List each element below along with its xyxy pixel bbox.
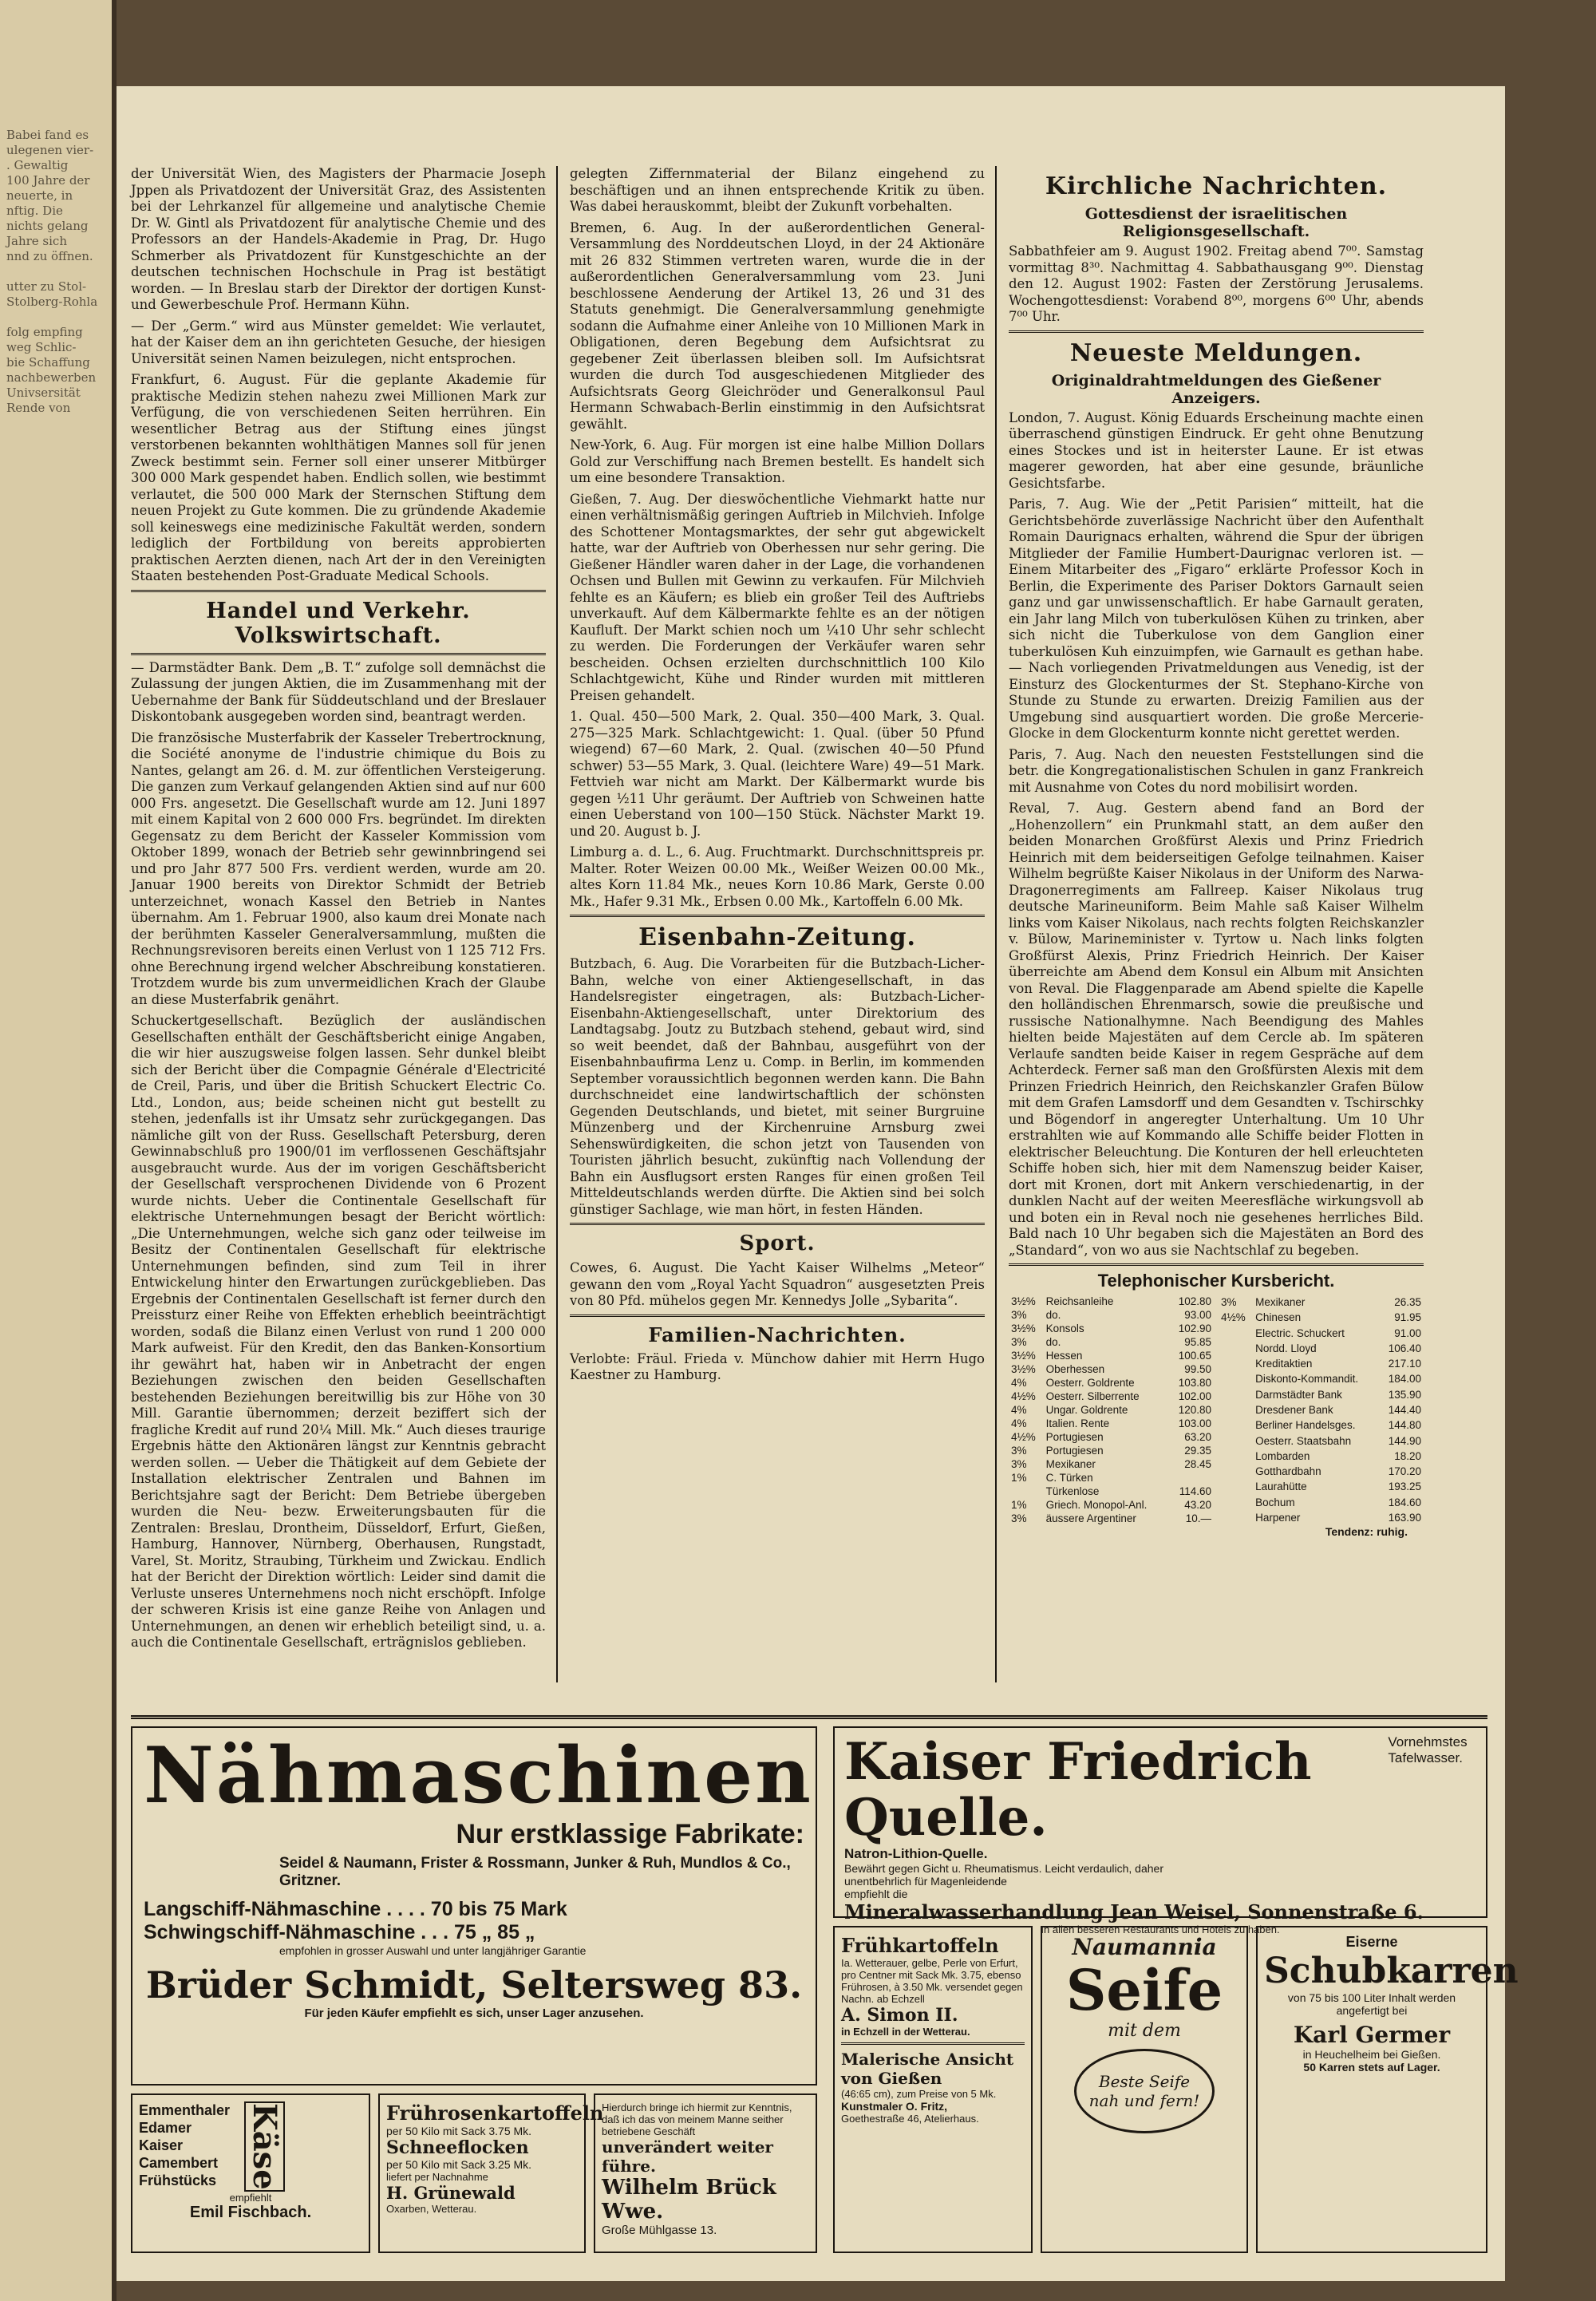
soap-oval-icon	[1074, 2049, 1215, 2133]
simon-place: in Echzell in der Wetterau.	[841, 2026, 970, 2038]
section-divider	[570, 915, 985, 917]
stock-name: Darmstädter Bank	[1255, 1388, 1342, 1401]
stock-rate: 3%	[1011, 1445, 1027, 1457]
reval-news: Reval, 7. Aug. Gestern abend fand an Bord der „Hohenzollern“ ein Prunkmahl statt, an dem außer den beiden Monarchen Großfürst Alexis und Prinz Friedrich Heinrich mit dem beiderseitigen Gefolge teilnahmen. Kaiser Wilhelm begrüßte Kaiser Nikolaus in der Uniform des Narwa-Dragonerregiments am Fallreep. Kaiser Nikolaus trug deutsche Marineuniform. Beim Mahle saß Kaiser Wilhelm links vom Kaiser Nikolaus, nach rechts folgten Reichskanzler v. Bülow, Marineminister v. Tyrtow u. Nach links folgten Großfürst Alexis, Prinz Friedrich Heinrich. Der Kaiser überreichte am Abend dem Konsul ein Album mit Ansichten von Reval. Die Flaggenparade am Abend spielte die Kapelle den holländischen Ehrenmarsch, sowie die preußische und russische Nationalhymne. Nach Beendigung des Mahles hielten beide Majestäten auf dem Cercle ab. Im späteren Verlaufe sandten beide Kaiser in regem Gespräche auf dem Achterdeck. Ferner saß man den Großfürsten Alexis mit dem Prinzen Friedrich Heinrich, den Reichskanzler Grafen Bülow mit dem Grafen Lamsdorff und dem Gesandten v. Tschirschky und Bögendorf in angeregter Unterhaltung. Um 10 Uhr erstrahlten wie auf Kommando alle Schiffe beider Flotten in elektrischer Beleuchtung. Die Konturen der hell erleuchteten Schiffe hoben sich, hier mit dem Namenszug beider Kaiser, dort mit Kronen, dort mit Ankern verschiedenartig, in der dunklen Nacht auf der weiten Meeresfläche wirkungsvoll ab und boten ein in Reval noch nie gesehenes herrliches Bild. Bald nach 10 Uhr begaben sich die Majestäten an Bord des „Standard“, von wo aus sie Nachtschlaf zu begeben.	[1009, 801, 1424, 1258]
stock-rate	[1219, 1371, 1253, 1386]
trebertrocknung-item: Die französische Musterfabrik der Kasseler Trebertrocknung, die Société anonyme de l'industrie chimique du Bois zu Nantes, gelangt am 26. d. M. zur öffentlichen Versteigerung. Die ganzen zum Verkauf gelangenden Aktien sind auf nur 600 000 Frs. angesetzt. Die Gesellschaft wurde am 12. Juni 1897 mit einem Kapital von 2 600 000 Frs. begründet. Im direkten Gegensatz zu dem Bericht der Kasseler Kommission vom Oktober 1899, wonach der Betrieb sehr gewinnbringend sei und pro Jahr 877 500 Frs. verdient werden, wurde am 20. Januar 1900 bereits von Direktor Schmidt der Betrieb unterzeichnet, wonach Kassel den Betrieb in Nantes übernahm. Am 1. Februar 1900, also kaum drei Monate nach der berühmten Kasseler Generalversammlung, mußten die Rechnungsrevisoren bereits einen Verlust von 1 125 712 Frs. ohne Berechnung irgend welcher Abschreibung konstatieren. Trotzdem wurde bis zum unvermeidlichen Krach der Glaube an diese Musterfabrik genährt.	[131, 729, 546, 1007]
stock-name: Laurahütte	[1255, 1481, 1307, 1493]
family-title: Familien-Nachrichten.	[648, 1322, 907, 1346]
stock-rate: 4½%	[1011, 1431, 1036, 1443]
london-news: London, 7. August. König Eduards Erscheinung machte einen überraschend günstigen Eindruck. Er geht ohne Benutzung eines Stockes und ist in heiterster Laune. Er ist etwas magerer geworden, hat aber eine gesunde, bräunliche Gesichtsfarbe.	[1009, 409, 1424, 491]
naehmaschinen-note: empfohlen in grosser Auswahl und unter langjähriger Garantie	[279, 1944, 587, 1957]
stock-price: 184.60	[1388, 1496, 1421, 1508]
adjacent-page-edge	[0, 0, 117, 2301]
stock-rate: 3½%	[1011, 1322, 1036, 1334]
stock-name: do.	[1045, 1309, 1061, 1321]
stock-price: 217.10	[1388, 1358, 1421, 1370]
stock-name: Dresdener Bank	[1255, 1403, 1333, 1416]
stock-name: Ungar. Goldrente	[1045, 1404, 1128, 1416]
brueder-schmidt: Brüder Schmidt, Seltersweg 83.	[145, 1963, 803, 2006]
schubkarren-ad	[1256, 1926, 1519, 2253]
brueck-name: Wilhelm Brück Wwe.	[602, 2176, 776, 2224]
stock-name: Harpener	[1255, 1511, 1301, 1524]
stock-name: Electric. Schuckert	[1255, 1326, 1345, 1339]
naehmaschinen-ad	[131, 1726, 817, 2086]
column-2	[570, 166, 985, 1389]
railway-text: Butzbach, 6. Aug. Die Vorarbeiten für die Butzbach-Licher-Bahn, welche von einer Aktiengesellschaft, in das Handelsregister eingetragen, als: Butzbach-Licher-Eisenbahn-Aktiengesellschaft, unter Direktorium des Landtagsabg. Joutz zu Butzbach stehend, gebaut wird, sind so weit beendet, daß der Bahnbau, ausgeführt von der Eisenbahnbaufirma Lenz u. Comp. in Berlin, im kommenden September voraussichtlich begonnen werden kann. Die Bahn durchschneidet eine landwirtschaftlich der schönsten Gegenden Deutschlands, und bietet, mit seiner Burgruine Münzenberg und der Kirchenruine Arnsburg zwei Sehenswürdigkeiten, die schon jetzt von Tausenden von Touristen jährlich besucht, zukünftig nach Vollendung der Bahn ein Ausflugsort ersten Ranges für einen großen Teil Mitteldeutschlands werden dürfte. Die Aktien sind bei solch günstiger Sachlage, wie man hört, in festen Händen.	[570, 956, 985, 1217]
ansicht-title: Malerische Ansicht von Gießen	[841, 2050, 1014, 2088]
stock-name: Gotthardbahn	[1255, 1465, 1321, 1478]
stock-row	[1219, 1310, 1424, 1325]
stock-row	[1009, 1444, 1214, 1457]
section-divider	[131, 653, 546, 655]
stock-rate: 4%	[1011, 1404, 1027, 1416]
stock-row	[1219, 1417, 1424, 1433]
stock-rate: 1%	[1011, 1472, 1027, 1484]
family-text: Verlobte: Fräul. Frieda v. Münchow dahier mit Herrn Hugo Kaestner zu Hamburg.	[570, 1350, 985, 1382]
stock-rate: 3%	[1011, 1336, 1027, 1348]
stock-row	[1009, 1376, 1214, 1390]
stock-name: Italien. Rente	[1045, 1417, 1110, 1429]
trade-section-title: Handel und Verkehr. Volkswirtschaft.	[206, 598, 471, 648]
ads-divider	[131, 1715, 1487, 1719]
fruehkartoffeln-title: Frühkartoffeln	[841, 1934, 999, 1957]
stock-rate	[1219, 1510, 1253, 1525]
stock-row	[1009, 1322, 1214, 1335]
naehmaschinen-subtitle: Nur erstklassige Fabrikate:	[456, 1819, 804, 1849]
germer-footer: 50 Karren stets auf Lager.	[1303, 2061, 1440, 2074]
ansicht-addr: Goethestraße 46, Atelierhaus.	[841, 2113, 979, 2125]
paris-news: Paris, 7. Aug. Wie der „Petit Parisien“ mitteilt, hat die Gerichtsbehörde zuverlässige Nachricht über den Aufenthalt Romain Daurignacs erhalten, während die Spur der übrigen Mitglieder der Familie Humbert-Daurignac verloren ist. — Einem Mitarbeiter des „Figaro“ erklärte Professor Koch in Berlin, die Experimente des Pariser Doktors Garnault seien ganz und gar unwissenschaftlich. Er habe Garnault geraten, ein Jahr lang Milch von tuberkulösen Kühen zu trinken, aber sich nicht die Tuberkulose von dem Ganglion einer tuberkulösen Kuh einzuimpfen, wie Garnault es gethan habe. — Nach vorliegenden Privatmeldungen aus Venedig, ist der Einsturz des Glockenturmes der St. Stephano-Kirche von Stunde zu Stunde zu erwarten. Dreizig Familien aus der Umgebung sind ausquartiert worden. Die große Mercerie-Glocke in dem Glockenturm konnte nicht gerettet werden.	[1009, 496, 1424, 741]
stock-rate: 3%	[1011, 1309, 1027, 1321]
karl-germer: Karl Germer	[1293, 2022, 1451, 2048]
brueck-addr: Große Mühlgasse 13.	[602, 2224, 717, 2237]
stock-row	[1219, 1371, 1424, 1386]
stock-price: 43.20	[1184, 1499, 1211, 1511]
stock-price: 102.00	[1178, 1390, 1211, 1402]
stock-row	[1009, 1498, 1214, 1512]
stock-name: Lombarden	[1255, 1449, 1310, 1462]
kaese-item: Camembert	[139, 2155, 219, 2171]
naehmaschinen-title: Nähmaschinen	[144, 1730, 813, 1821]
stock-rate: 4½%	[1221, 1311, 1246, 1324]
stock-price: 26.35	[1394, 1296, 1421, 1309]
naumannia-slogan: nah und fern!	[1088, 2091, 1200, 2110]
stock-rate	[1219, 1417, 1253, 1433]
stock-price: 95.85	[1184, 1336, 1211, 1348]
naumannia-title: Naumannia	[1072, 1934, 1217, 1960]
stock-row	[1009, 1512, 1214, 1525]
stock-rate: 4%	[1011, 1377, 1027, 1389]
stock-name: Mexikaner	[1045, 1458, 1096, 1470]
stock-name: äussere Argentiner	[1045, 1512, 1136, 1524]
stock-name: Berliner Handelsges.	[1255, 1419, 1356, 1432]
kaese-ad	[131, 2093, 370, 2253]
naumannia-ad	[1041, 1926, 1248, 2253]
fruehrosen-price: per 50 Kilo mit Sack 3.75 Mk.	[386, 2125, 532, 2137]
schwingschiff-line: Schwingschiff-Nähmaschine . . . 75 „ 85 „	[144, 1921, 535, 1943]
news-subtitle: Originaldrahtmeldungen des Gießener Anzeigers.	[1051, 371, 1381, 407]
stock-price: 144.40	[1388, 1403, 1421, 1416]
schuckert-item: Schuckertgesellschaft. Bezüglich der ausländischen Gesellschaften enthält der Geschäftsbericht einige Angaben, die wir hier auszugsweise folgen lassen. Sehr dunkel bleibt sich der Bericht über die Compagnie Générale d'Electricité de Creil, Paris, und über die British Schuckert Electric Co. Ltd., London, aus; beide scheinen nicht gut bestellt zu stehen, jedenfalls ist ihr Umsatz sehr zurückgegangen. Das nämliche gilt von der Russ. Gesellschaft Petersburg, deren Gewinnabschluß pro 1900/01 im verflossenen Geschäftsjahr ausgebraucht wurde. Aus der im vorigen Geschäftsbericht der Gesellschaft versprochenen Dividende von 6 Prozent wurde nichts. Ueber die Continentale Gesellschaft für elektrische Unternehmungen besagt der Bericht wörtlich: „Die Unternehmungen, welche sich ganz oder teilweise im Besitz der Continentalen Gesellschaft für elektrische Unternehmungen befinden, sind zum Teil in ihrer Entwickelung hinter den Erwartungen zurückgeblieben. Das Ergebnis der Continentalen Gesellschaft ist ferner durch den Preissturz einer Reihe von Effekten erheblich beeinträchtigt worden, sodaß die Bilanz einen Verlust von rund 1 200 000 Mark aufweist. Für den Kredit, den das Banken-Konsortium ihr gewährt hat, haben wir in Anbetracht der engen Beziehungen zwischen den beiden Gesellschaften bestehenden Beziehungen bereitwillig bis zur Höhe von 30 Mill. Garantie übernommen; derzeit beziffert sich der fragliche Kredit auf rund 20¼ Mill. Mk.“ Auch dieses traurige Ergebnis hätte den Aktionären längst zur Kenntnis gebracht werden sollen. — Ueber die Thätigkeit auf dem Gebiete der Installation elektrischer Zentralen und Bahnen im Berichtsjahre sagt der Bericht: Dem Betriebe übergeben wurden die Neu- bezw. Erweiterungsbauten für die Zentralen: Breslau, Drontheim, Düsseldorf, Erfurt, Gießen, Hamburg, Hannover, Nürnberg, Oberhausen, Rungstadt, Varel, St. Moritz, Straubing, Türkheim und Zwickau. Endlich hat der Bericht der Direktion wörtlich: Leider sind damit die Verluste unseres Unternehmens noch nicht erschöpft. Infolge der schweren Krisis ist eine ganze Reihe von Anlagen und Unternehmungen, an denen wir erheblich beteiligt sind, u. a. auch die Continentale Gesellschaft, erträgnislos geblieben.	[131, 1013, 546, 1650]
church-title: Kirchliche Nachrichten.	[1045, 172, 1388, 200]
langschiff-line: Langschiff-Nähmaschine . . . . 70 bis 75 Mark	[144, 1898, 567, 1920]
stock-row	[1219, 1479, 1424, 1494]
stock-price	[1169, 1471, 1214, 1485]
stock-row	[1009, 1335, 1214, 1349]
stock-row	[1219, 1326, 1424, 1341]
kaese-item: Kaiser	[139, 2137, 184, 2153]
stock-price: 135.90	[1388, 1388, 1421, 1401]
stock-row	[1009, 1457, 1214, 1471]
stock-row	[1009, 1390, 1214, 1403]
section-divider	[570, 1315, 985, 1317]
stock-rate: 4½%	[1011, 1390, 1036, 1402]
kaese-item: Edamer	[139, 2120, 192, 2136]
stock-report	[1009, 1271, 1424, 1538]
stock-rate	[1219, 1387, 1253, 1402]
naumannia-best: Beste Seife	[1098, 2072, 1191, 2091]
stock-name: Oesterr. Goldrente	[1045, 1377, 1135, 1389]
sport-title: Sport.	[739, 1232, 816, 1255]
stock-price: 144.90	[1388, 1434, 1421, 1447]
limburg-market: Limburg a. d. L., 6. Aug. Fruchtmarkt. Durchschnittspreis pr. Malter. Roter Weizen 00.00 Mk., Weißer Weizen 00.00 Mk., altes Korn 11.84 Mk., neues Korn 10.86 Mark, Gerste 0.00 Mk., Hafer 9.31 Mk., Erbsen 0.00 Mk., Kartoffeln 6.00 Mk.	[570, 844, 985, 909]
railway-title: Eisenbahn-Zeitung.	[638, 923, 916, 951]
column-1	[131, 166, 546, 1656]
stock-row	[1219, 1387, 1424, 1402]
stock-row	[1219, 1433, 1424, 1448]
stock-price: 103.80	[1178, 1377, 1211, 1389]
kaiser-tag: Vornehmstes Tafelwasser.	[1388, 1734, 1468, 1765]
stock-rate	[1219, 1326, 1253, 1341]
emil-fischbach: Emil Fischbach.	[189, 2203, 312, 2221]
advertisement-section	[131, 1710, 1519, 2261]
stock-name: Oesterr. Staatsbahn	[1255, 1434, 1352, 1447]
stock-rate	[1219, 1449, 1253, 1464]
stock-rate: 1%	[1011, 1499, 1027, 1511]
sport-text: Cowes, 6. August. Die Yacht Kaiser Wilhelms „Meteor“ gewann den vom „Royal Yacht Squadron“ ausgesetzten Preis von 80 Pfd. mühelos gegen Mr. Kennedys Jolle „Sybarita“.	[570, 1260, 985, 1308]
stock-row	[1219, 1510, 1424, 1525]
ad-divider	[841, 2042, 1025, 2045]
fruehrosen-note: liefert per Nachnahme	[386, 2171, 488, 2183]
bremen-news: Bremen, 6. Aug. In der außerordentlichen General-Versammlung des Norddeutschen Lloyd, in der 24 Aktionäre mit 26 832 Stimmen vertreten waren, wurde die in der außerordentlichen Generalversammlung vom 23. Juni beschlossene Aenderung der Artikel 13, 26 und 31 des Statuts genehmigt. Die Generalversammlung genehmigte sodann die Aufnahme einer Anleihe von 10 Millionen Mark in Obligationen, deren Begebung dem Aufsichtsrat zu gegebener Zeit überlassen bleiben soll. Im Aufsichtsrat wurden die durch Tod ausgeschiedenen Mitglieder des Aufsichtsrats Georg Gleichröder und Generalkonsul Paul Hermann Schwabach-Berlin einstimmig in den Aufsichtsrat gewählt.	[570, 219, 985, 432]
stock-name: Griech. Monopol-Anl.	[1045, 1499, 1148, 1511]
news-title: Neueste Meldungen.	[1069, 338, 1363, 367]
newspaper-page	[117, 86, 1519, 2281]
stock-rate: 3½%	[1011, 1363, 1036, 1375]
kaese-item: Frühstücks	[139, 2173, 217, 2188]
stock-row	[1009, 1417, 1214, 1430]
paris-news-2: Paris, 7. Aug. Nach den neuesten Feststellungen sind die betr. die Kongregationalistischen Schulen in ganz Frankreich mit Ausnahme von Cotes du nord mobilisirt worden.	[1009, 746, 1424, 795]
stock-rate	[1219, 1464, 1253, 1479]
darmstaedter-bank-item: — Darmstädter Bank. Dem „B. T.“ zufolge soll demnächst die Zulassung der jungen Aktien, die im Zusammenhang mit der Uebernahme der Bank für Süddeutschland und der Breslauer Diskontobank ausgegeben worden sind, beantragt werden.	[131, 659, 546, 724]
kaiser-friedrich-ad	[833, 1726, 1487, 1935]
schubkarren-top: Eiserne	[1345, 1934, 1398, 1950]
stock-price: 29.35	[1184, 1445, 1211, 1457]
stock-row	[1009, 1403, 1214, 1417]
naehmaschinen-makers: Seidel & Naumann, Frister & Rossmann, Junker & Ruh, Mundlos & Co., Gritzner.	[279, 1855, 791, 1889]
stock-name: Nordd. Lloyd	[1255, 1342, 1317, 1354]
university-news: der Universität Wien, des Magisters der Pharmacie Joseph Jppen als Privatdozent der Universität Graz, des Assistenten bei der Lehrkanzel für allgemeine und analytische Chemie Dr. W. Gintl als Privatdozent für analytische Chemie und des Professors an der Handels-Akademie in Prag, Dr. Hugo Schmerber als Privatdozent für Kunstgeschichte an der deutschen technischen Hochschule in Prag ist bestätigt worden. — In Breslau starb der Direktor der dortigen Kunst- und Gewerbeschule Prof. Hermann Kühn.	[131, 166, 546, 312]
fruehrosen-title: Frührosenkartoffeln	[386, 2101, 604, 2125]
naumannia-mit: mit dem	[1108, 2021, 1181, 2041]
stock-name: Bochum	[1255, 1496, 1295, 1508]
stock-rate: 3%	[1011, 1512, 1027, 1524]
stock-price: 120.80	[1178, 1404, 1211, 1416]
brueck-ad	[594, 2093, 817, 2253]
stock-row	[1009, 1349, 1214, 1362]
muenster-news: — Der „Germ.“ wird aus Münster gemeldet: Wie verlautet, hat der Kaiser dem an ihn gerichteten Gesuche, der hiesigen Universität seinen Namen beizulegen, nicht entsprochen.	[131, 318, 546, 366]
stock-rate	[1219, 1356, 1253, 1371]
column-rule	[556, 166, 558, 1682]
stock-rate	[1219, 1479, 1253, 1494]
stock-price: 10.—	[1185, 1512, 1211, 1524]
market-prices: 1. Qual. 450—500 Mark, 2. Qual. 350—400 Mark, 3. Qual. 275—325 Mark. Schlachtgewicht: 1. Qual. (über 50 Pfund wiegend) 67—60 Mark, 2. Qual. (zwischen 40—50 Pfund schwer) 53—55 Mark, 3. Qual. (leichtere Ware) 49—51 Mark. Fettvieh war nicht am Markt. Der Kälbermarkt wurde bis gegen ½11 Uhr geräumt. Der Auftrieb von Schweinen hatte einen Ueberstand von 100—150 Stück. Nächster Markt 19. und 20. August b. J.	[570, 709, 985, 839]
stock-price: 144.80	[1388, 1419, 1421, 1432]
stock-name: Chinesen	[1255, 1311, 1302, 1324]
stock-price: 18.20	[1394, 1449, 1421, 1462]
stock-price: 91.95	[1394, 1311, 1421, 1324]
stock-price: 91.00	[1394, 1326, 1421, 1339]
stock-name: do.	[1045, 1336, 1061, 1348]
stock-row	[1009, 1295, 1214, 1308]
kaese-items	[139, 2101, 230, 2192]
church-subtitle: Gottesdienst der israelitischen Religionsgesellschaft.	[1084, 205, 1348, 240]
stock-price: 193.25	[1388, 1481, 1421, 1493]
stock-name: Türkenlose	[1045, 1485, 1100, 1497]
stock-name: Oberhessen	[1045, 1363, 1105, 1375]
stock-name: C. Türken	[1045, 1472, 1093, 1484]
stock-row	[1009, 1430, 1214, 1444]
stock-row	[1009, 1308, 1214, 1322]
schubkarren-text: von 75 bis 100 Liter Inhalt werden angefertigt bei	[1287, 1991, 1456, 2017]
stock-rate: 3%	[1221, 1296, 1237, 1309]
stock-name: Kreditaktien	[1255, 1358, 1313, 1370]
newyork-news: New-York, 6. Aug. Für morgen ist eine halbe Million Dollars Gold zur Verschiffung nach Bremen bestellt. Es handelt sich um eine besondere Transaktion.	[570, 437, 985, 485]
stock-name: Konsols	[1045, 1322, 1084, 1334]
stock-rate	[1219, 1433, 1253, 1448]
stock-rate	[1219, 1402, 1253, 1417]
stock-row	[1219, 1295, 1424, 1310]
kaiser-friedrich-title: Kaiser Friedrich Quelle.	[844, 1732, 1312, 1848]
fruehrosen-ad	[378, 2093, 604, 2253]
adjacent-page-text: Babei fand es ulegenen vier- . Gewaltig 100 Jahre der neuerte, in nftig. Die nichts gelang Jahre sich nnd zu öffnen. utter zu Stol- Stolberg-Rohla folg empfing weg Schlic- bie Schaffung nachbewerben Univsersität Rende von	[6, 128, 98, 415]
stock-price: 106.40	[1388, 1342, 1421, 1354]
stock-row	[1219, 1449, 1424, 1464]
stock-rate: 4%	[1011, 1417, 1027, 1429]
stock-name: Hessen	[1045, 1350, 1083, 1362]
section-divider	[131, 590, 546, 592]
stock-rate: 3%	[1011, 1458, 1027, 1470]
stock-price: 28.45	[1184, 1458, 1211, 1470]
naehmaschinen-footer: Für jeden Käufer empfiehlt es sich, unser Lager anzusehen.	[304, 2006, 644, 2020]
stock-price: 103.00	[1178, 1417, 1211, 1429]
stock-rate: 3½%	[1011, 1350, 1036, 1362]
section-divider	[1009, 330, 1424, 333]
ansicht-text: (46:65 cm), zum Preise von 5 Mk.	[841, 2088, 997, 2100]
schneeflocken-price: per 50 Kilo mit Sack 3.25 Mk.	[386, 2158, 532, 2171]
schubkarren-title: Schubkarren	[1264, 1951, 1519, 1991]
stock-rate	[1009, 1485, 1044, 1498]
kaiser-sub: Natron-Lithion-Quelle.	[844, 1846, 988, 1861]
jean-weisel: Mineralwasserhandlung Jean Weisel, Sonnenstraße 6.	[844, 1900, 1424, 1923]
kaese-item: Emmenthaler	[139, 2102, 231, 2118]
stock-name: Oesterr. Silberrente	[1045, 1390, 1140, 1402]
stock-row	[1219, 1356, 1424, 1371]
column-3	[1009, 166, 1424, 1538]
kaiser-recommend: empfiehlt die	[844, 1888, 908, 1900]
stock-price: 102.90	[1178, 1322, 1211, 1334]
stock-rate	[1219, 1494, 1253, 1509]
brueck-text: Hierdurch bringe ich hiermit zur Kenntnis, daß ich das von meinem Manne seither betriebene Geschäft	[602, 2101, 792, 2137]
stock-row	[1009, 1362, 1214, 1376]
stock-price: 99.50	[1184, 1363, 1211, 1375]
section-divider	[570, 1223, 985, 1225]
stock-price: 114.60	[1179, 1485, 1211, 1497]
kaiser-text: Bewährt gegen Gicht u. Rheumatismus. Leicht verdaulich, daher unentbehrlich für Magenleidende	[844, 1862, 1163, 1888]
stock-name: Mexikaner	[1255, 1296, 1306, 1309]
fruehkartoffeln-ad	[833, 1926, 1033, 2253]
brueck-bold: unverändert weiter führe.	[602, 2137, 773, 2176]
church-text: Sabbathfeier am 9. August 1902. Freitag abend 7⁰⁰. Samstag vormittag 8³⁰. Nachmittag 4. Sabbathausgang 9⁰⁰. Dienstag den 12. August 1902: Fasten der Zerstörung Jerusalems. Wochengottesdienst: Vorabend 8⁰⁰, morgens 6⁰⁰ Uhr, abends 7⁰⁰ Uhr.	[1009, 243, 1424, 324]
naumannia-seife: Seife	[1065, 1957, 1223, 2023]
stock-row	[1219, 1494, 1424, 1509]
section-divider	[1009, 1263, 1424, 1266]
frankfurt-news: Frankfurt, 6. August. Für die geplante Akademie für praktische Medizin stehen nahezu zwei Millionen Mark zur Verfügung, die von verschiedenen Seiten herrühren. Ein wesentlicher Betrag aus der Stiftung eines jüngst verstorbenen bekannten wohlthätigen Mannes soll für jenen Zweck bestimmt sein. Ferner soll einer unserer Mitbürger 300 000 Mark gespendet haben. Endlich sollen, wie bestimmt verlautet, die 500 000 Mark der Sternschen Stiftung dem neuen Projekt zu Gute kommen. Die zu gründende Akademie soll keineswegs eine medizinische Fakultät werden, sondern lediglich der Fortbildung von bereits approbierten praktischen Aerzten dienen, nach Art der in den Vereinigten Staaten bestehenden Post-Graduate Medical Schools.	[131, 372, 546, 583]
gruenewald-place: Oxarben, Wetterau.	[386, 2203, 477, 2215]
stock-price: 184.00	[1388, 1373, 1421, 1386]
fruehkartoffeln-text: Ia. Wetterauer, gelbe, Perle von Erfurt, pro Centner mit Sack Mk. 3.75, ebenso Frührosen, à 3.50 Mk. versendet gegen Nachn. ab Echzell	[841, 1957, 1023, 2005]
simon-name: A. Simon II.	[841, 2005, 958, 2026]
stock-row	[1219, 1402, 1424, 1417]
stock-name: Reichsanleihe	[1045, 1295, 1114, 1307]
stock-price: 100.65	[1178, 1350, 1211, 1362]
germer-place: in Heuchelheim bei Gießen.	[1302, 2048, 1441, 2061]
kaese-recommend: empfiehlt	[229, 2191, 272, 2204]
stock-name: Portugiesen	[1045, 1431, 1104, 1443]
stock-price: 102.80	[1178, 1295, 1211, 1307]
ansicht-seller: Kunstmaler O. Fritz,	[841, 2100, 948, 2113]
stock-price: 163.90	[1388, 1511, 1421, 1524]
stock-table-left	[1009, 1295, 1214, 1525]
column-rule	[995, 166, 997, 1682]
stock-name: Diskonto-Kommandit.	[1255, 1373, 1359, 1386]
kaese-label: Käse	[246, 2103, 284, 2190]
stock-name: Portugiesen	[1045, 1445, 1104, 1457]
stock-price: 170.20	[1388, 1465, 1421, 1478]
stock-rate: 3½%	[1011, 1295, 1036, 1307]
stock-row	[1009, 1485, 1214, 1498]
stock-price: 93.00	[1184, 1309, 1211, 1321]
schneeflocken-title: Schneeflocken	[386, 2137, 529, 2158]
stock-row	[1009, 1471, 1214, 1485]
stock-row	[1219, 1464, 1424, 1479]
stock-report-title: Telephonischer Kursbericht.	[1097, 1271, 1335, 1291]
kaiser-where: In allen besseren Restaurants und Hotels zu haben.	[1041, 1923, 1280, 1935]
stock-tendency: Tendenz: ruhig.	[1325, 1525, 1408, 1538]
stock-rate	[1219, 1341, 1253, 1356]
giessen-market: Gießen, 7. Aug. Der dieswöchentliche Viehmarkt hatte nur einen verhältnismäßig geringen Auftrieb in Milchvieh. Infolge des Schottener Montagsmarktes, der sehr gut abgewickelt hatte, war der Auftrieb von Oberhessen nur sehr gering. Die Gießener Händler waren daher in der Lage, die vorhandenen Ochsen und Bullen mit Gewinn zu verkaufen. Für Milchvieh fehlte es an Käufern; es blieb ein großer Teil des Auftriebs unverkauft. Auf dem Kälbermarkte fehlte es an der nötigen Kaufluft. Der Markt schien noch um ¼10 Uhr sehr schlecht zu werden. Die Forderungen der Verkäufer waren sehr bescheiden. Ochsen erzielten durchschnittlich 100 Kilo Schlachtgewicht, Kühe und Rinder wurden mit mittleren Preisen gehandelt.	[570, 491, 985, 703]
stock-row	[1219, 1341, 1424, 1356]
gruenewald-name: H. Grünewald	[386, 2183, 516, 2203]
stock-table-right	[1219, 1295, 1424, 1525]
bilanz-text: gelegten Ziffernmaterial der Bilanz eingehend zu beschäftigen und an ihnen entsprechende Kritik zu üben. Was dabei herauskommt, bleibt der Zukunft vorbehalten.	[570, 166, 985, 214]
stock-price: 63.20	[1184, 1431, 1211, 1443]
